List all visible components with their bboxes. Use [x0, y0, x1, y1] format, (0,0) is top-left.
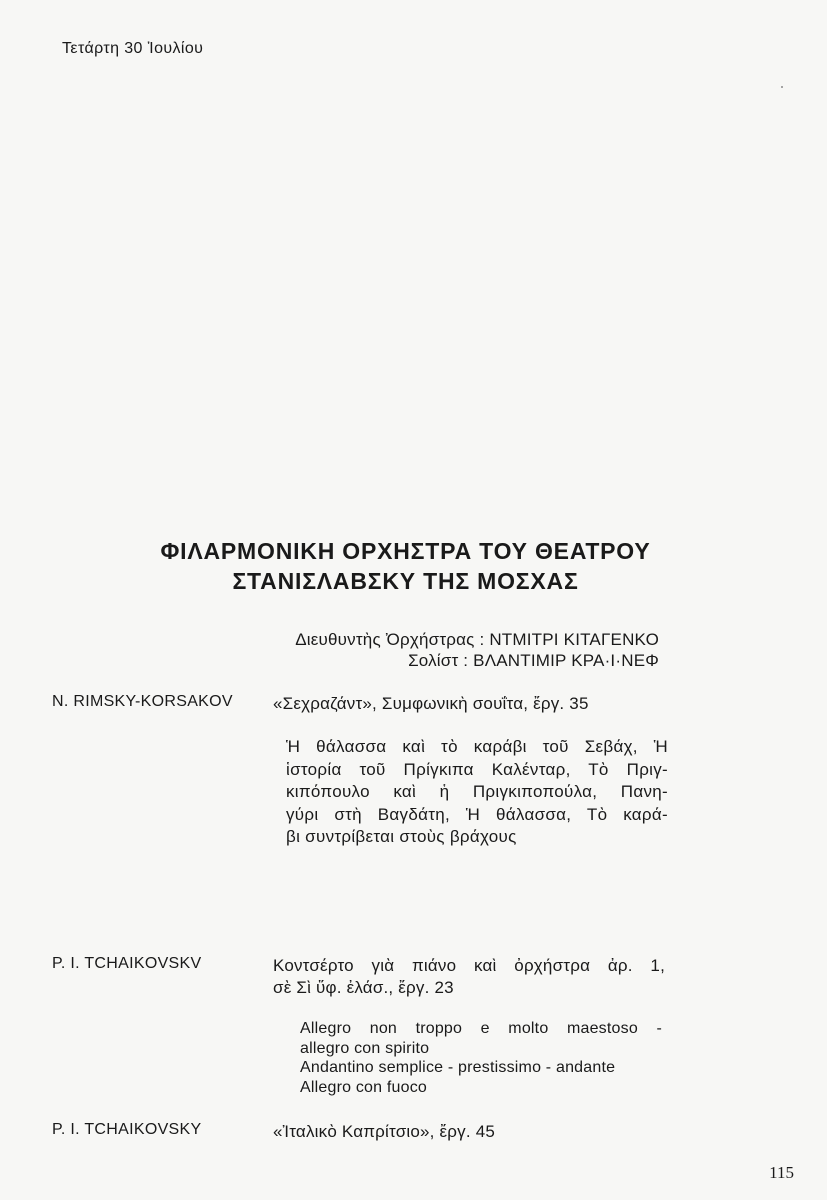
movement-line: Andantino semplice - prestissimo - andante [300, 1059, 616, 1076]
concert-title-line-2: ΣΤΑΝΙΣΛΑΒΣΚΥ ΤΗΣ ΜΟΣΧΑΣ [232, 568, 579, 594]
composer-rimsky-korsakov: N. RIMSKY-KORSAKOV [52, 693, 233, 710]
movement-line: κιπόπουλο καὶ ἡ Πριγκιποπούλα, Πανη- [286, 782, 668, 801]
work-line: σὲ Σὶ ὕφ. ἐλάσ., ἔργ. 23 [273, 978, 454, 997]
work-line: Κοντσέρτο γιὰ πιάνο καὶ ὀρχήστρα ἀρ. 1, [273, 956, 665, 975]
movement-line: Allegro non troppo e molto maestoso - [300, 1020, 662, 1037]
work-capriccio-italien: «Ἰταλικὸ Καπρίτσιο», ἔργ. 45 [273, 1122, 496, 1141]
soloist-credit: Σολίστ : ΒΛΑΝΤΙΜΙΡ ΚΡΑ·Ι·ΝΕΦ [408, 651, 659, 670]
conductor-credit: Διευθυντὴς Ὀρχήστρας : ΝΤΜΙΤΡΙ ΚΙΤΑΓΕΝΚΟ [295, 630, 659, 649]
work-piano-concerto [273, 955, 665, 999]
composer-tchaikovsky-1: P. I. TCHAIKOVSKV [52, 955, 202, 972]
movement-line: allegro con spirito [300, 1039, 430, 1057]
concert-title-line-1: ΦΙΛΑΡΜΟΝΙΚΗ ΟΡΧΗΣΤΡΑ ΤΟΥ ΘΕΑΤΡΟΥ [160, 538, 651, 564]
movement-line: Ἡ θάλασσα καὶ τὸ καράβι τοῦ Σεβάχ, Ἡ [286, 737, 668, 756]
composer-tchaikovsky-2: P. I. TCHAIKOVSKY [52, 1121, 202, 1138]
movement-line: Allegro con fuoco [300, 1078, 428, 1096]
movement-line: βι συντρίβεται στοὺς βράχους [286, 827, 517, 846]
paper-speck [781, 86, 783, 88]
page-date-header: Τετάρτη 30 Ἰουλίου [62, 40, 204, 57]
movement-line: γύρι στὴ Βαγδάτη, Ἡ θάλασσα, Τὸ καρά- [286, 804, 668, 824]
movement-line: ἱστορία τοῦ Πρίγκιπα Καλένταρ, Τὸ Πριγ- [286, 759, 668, 779]
piano-concerto-movements [300, 1019, 662, 1097]
work-scheherazade: «Σεχραζάντ», Συμφωνικὴ σουΐτα, ἔργ. 35 [273, 694, 589, 713]
page-number: 115 [769, 1163, 794, 1182]
scheherazade-movements [286, 736, 668, 849]
